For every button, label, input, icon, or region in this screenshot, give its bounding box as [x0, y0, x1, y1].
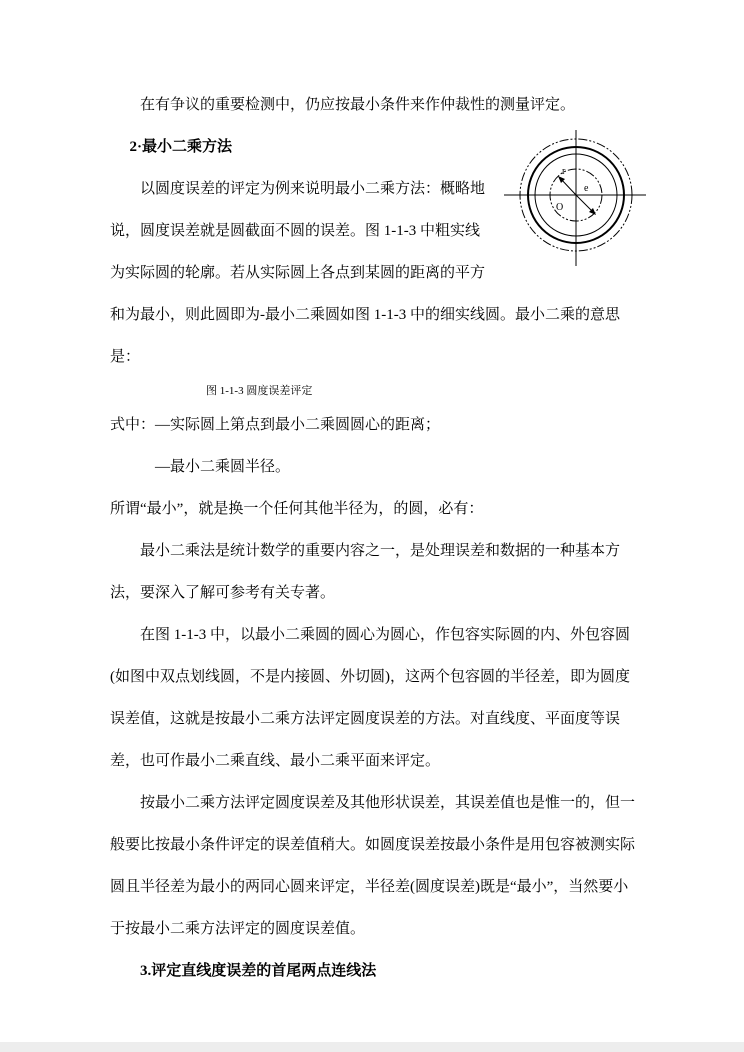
paragraph-comparison: 按最小二乘方法评定圆度误差及其他形状误差，其误差值也是惟一的，但一般要比按最小条件评定的误差值稍大。如圆度误差按最小条件是用包容被测实际圆且半径差为最小的两同心圆来评定，半径差(圆度误差)既是“最小”，当然要小于按最小二乘方法评定的圆度误差值。 — [110, 795, 636, 937]
radius-label: r — [562, 166, 566, 177]
paragraph-min-note: 所谓“最小”，就是换一个任何其他半径为，的圆，必有： — [110, 501, 484, 517]
figure-1-1-3 — [504, 128, 646, 285]
paragraph-roundness-example: 以圆度误差的评定为例来说明最小二乘方法：概略地说，圆度误差就是圆截面不圆的误差。图 1-1-3 中粗实线为实际圆的轮廓。若从实际圆上各点到某圆的距离的平方和为最小，则此圆即为-最小二乘圆如图 1-1-3 中的细实线圆。最小二乘的意思是： — [110, 181, 620, 365]
center-label: O — [556, 202, 564, 213]
paragraph-formula-intro: 式中：—实际圆上第点到最小二乘圆圆心的距离； — [110, 417, 441, 433]
distance-label: e — [584, 183, 589, 194]
figure-caption: 图 1-1-3 圆度误差评定 — [206, 385, 313, 397]
paragraph-intro: 在有争议的重要检测中，仍应按最小条件来作仲裁性的测量评定。 — [140, 97, 576, 113]
paragraph-formula-radius: —最小二乘圆半径。 — [155, 459, 291, 475]
paragraph-statistics-note: 最小二乘法是统计数学的重要内容之一，是处理误差和数据的一种基本方法，要深入了解可参考有关专著。 — [110, 543, 621, 601]
roundness-diagram — [504, 128, 646, 280]
heading-least-squares-method: 2·最小二乘方法 — [129, 139, 233, 155]
paragraph-envelope-method: 在图 1-1-3 中，以最小二乘圆的圆心为圆心，作包容实际圆的内、外包容圆(如图中双点划线圆，不是内接圆、外切圆)，这两个包容圆的半径差，即为圆度误差值，这就是按最小二乘方法评定圆度误差的方法。对直线度、平面度等误差，也可作最小二乘直线、最小二乘平面来评定。 — [110, 627, 630, 769]
heading-two-point-line-method: 3.评定直线度误差的首尾两点连线法 — [140, 963, 377, 979]
